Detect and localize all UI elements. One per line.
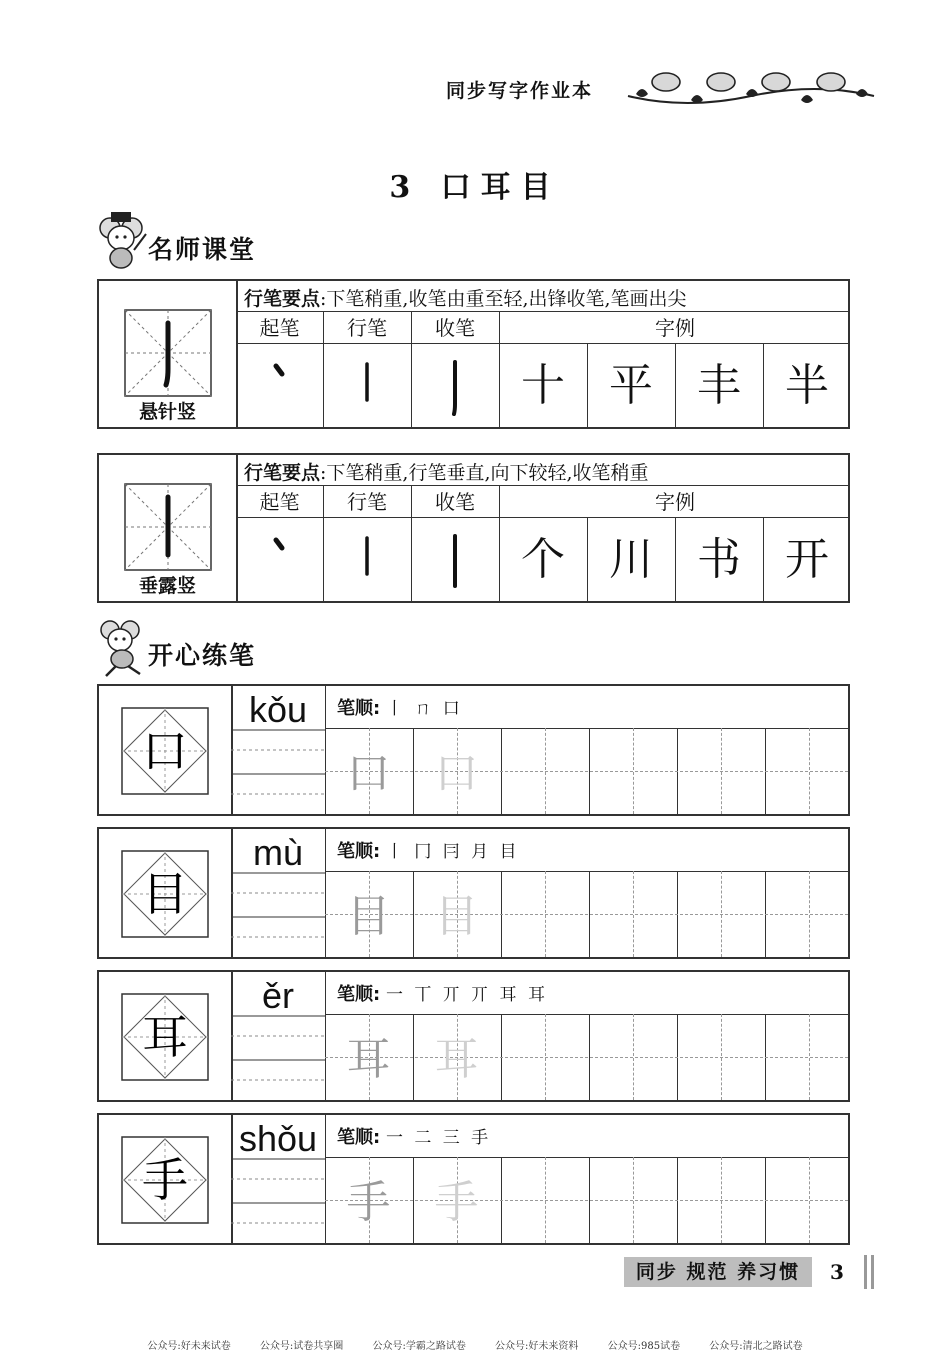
diamond-grid-icon	[121, 993, 209, 1081]
page-number: 3	[830, 1260, 844, 1284]
stroke-name: 悬针竖	[138, 401, 196, 423]
practice-box[interactable]	[501, 873, 587, 957]
pinyin: ěr	[261, 975, 294, 1016]
section-teacher-heading: 名师课堂	[148, 235, 257, 264]
practice-box[interactable]	[765, 730, 851, 814]
practice-box[interactable]	[589, 1016, 675, 1100]
col-start: 起笔	[259, 316, 300, 340]
practice-box[interactable]	[501, 1159, 587, 1243]
model-char: 耳	[142, 1010, 188, 1064]
practice-row	[97, 684, 850, 816]
model-char: 手	[142, 1153, 188, 1207]
practice-row	[97, 1113, 850, 1245]
lesson-title: 3 口耳目	[389, 170, 561, 205]
teacher-mouse-icon	[96, 208, 148, 270]
trace-char-dark[interactable]: 手	[346, 1177, 391, 1228]
model-char-cell	[99, 686, 233, 814]
diamond-grid-icon	[121, 1136, 209, 1224]
col-examples: 字例	[655, 316, 695, 340]
example-char: 半	[785, 360, 829, 411]
bottom-note: 公众号:985试卷	[607, 1341, 681, 1352]
stroke-table	[97, 279, 850, 429]
stroke-end-icon	[411, 518, 499, 602]
practice-box[interactable]	[589, 1159, 675, 1243]
footer-slogan: 同步 规范 养习惯	[624, 1257, 812, 1287]
example-char: 十	[521, 360, 565, 411]
practice-box[interactable]	[589, 873, 675, 957]
stroke-start-icon	[236, 518, 323, 602]
example-char: 平	[609, 360, 653, 411]
stroke-move-icon	[323, 518, 411, 602]
stroke-order: 笔顺: 丨 ㄇ 口	[337, 698, 463, 719]
practice-box[interactable]	[501, 730, 587, 814]
stroke-order: 笔顺: 丨 冂 冃 月 目	[337, 841, 520, 862]
col-examples: 字例	[655, 490, 695, 514]
stroke-end-icon	[411, 344, 499, 428]
stroke-table	[97, 453, 850, 603]
book-title: 同步写字作业本	[446, 80, 594, 102]
col-end: 收笔	[435, 490, 475, 514]
stroke-order: 笔顺: 一 二 三 手	[337, 1127, 492, 1148]
practice-box[interactable]	[677, 1016, 763, 1100]
section-practice-heading: 开心练笔	[148, 641, 257, 670]
practice-row	[97, 827, 850, 959]
practice-box[interactable]	[677, 730, 763, 814]
trace-char-light[interactable]: 手	[434, 1177, 479, 1228]
pinyin-lines-icon	[231, 726, 325, 816]
stroke-move-icon	[323, 344, 411, 428]
trace-char-light[interactable]: 口	[434, 748, 479, 799]
example-char: 书	[697, 534, 741, 585]
practice-box[interactable]	[677, 873, 763, 957]
model-char-cell	[99, 829, 233, 957]
stroke-order: 笔顺: 一 丅 丌 丌 耳 耳	[337, 984, 548, 1005]
model-char: 目	[142, 867, 188, 921]
pinyin-cell	[231, 829, 326, 957]
bottom-note: 公众号:试卷共享圈	[259, 1341, 344, 1352]
bottom-note: 公众号:学霸之路试卷	[372, 1341, 466, 1352]
running-mouse-icon	[96, 616, 148, 678]
practice-box[interactable]	[501, 1016, 587, 1100]
col-end: 收笔	[435, 316, 475, 340]
trace-char-light[interactable]: 耳	[434, 1034, 479, 1085]
trace-char-dark[interactable]: 耳	[346, 1034, 391, 1085]
page-edge-bars-icon	[863, 1255, 877, 1289]
col-move: 行笔	[347, 490, 387, 514]
tian-grid-icon	[124, 483, 212, 571]
trace-char-light[interactable]: 目	[434, 891, 479, 942]
bottom-note: 公众号:好未来资料	[495, 1341, 579, 1352]
stroke-model-cell	[99, 455, 238, 601]
practice-box[interactable]	[765, 1159, 851, 1243]
practice-box[interactable]	[765, 873, 851, 957]
pinyin-cell	[231, 1115, 326, 1243]
practice-row	[97, 970, 850, 1102]
trace-char-dark[interactable]: 口	[346, 748, 391, 799]
diamond-grid-icon	[121, 850, 209, 938]
model-char-cell	[99, 1115, 233, 1243]
example-char: 川	[609, 534, 653, 585]
stroke-model-cell	[99, 281, 238, 427]
stroke-essentials: 行笔要点:下笔稍重,收笔由重至轻,出锋收笔,笔画出尖	[244, 288, 687, 310]
bottom-notes	[0, 1337, 950, 1352]
col-move: 行笔	[347, 316, 387, 340]
trace-char-dark[interactable]: 目	[346, 891, 391, 942]
bottom-note: 公众号:好未来试卷	[147, 1341, 231, 1352]
bottom-note: 公众号:清北之路试卷	[709, 1341, 803, 1352]
pinyin: shǒu	[238, 1118, 318, 1159]
pinyin: kǒu	[248, 689, 308, 730]
pinyin-cell	[231, 972, 326, 1100]
vine-decoration-icon	[626, 66, 876, 112]
pinyin-lines-icon	[231, 869, 325, 959]
stroke-essentials: 行笔要点:下笔稍重,行笔垂直,向下较轻,收笔稍重	[244, 462, 649, 484]
practice-box[interactable]	[677, 1159, 763, 1243]
stroke-start-icon	[236, 344, 323, 428]
pinyin-cell	[231, 686, 326, 814]
model-char-cell	[99, 972, 233, 1100]
pinyin: mù	[252, 832, 303, 873]
model-char: 口	[142, 724, 188, 778]
practice-box[interactable]	[765, 1016, 851, 1100]
pinyin-lines-icon	[231, 1155, 325, 1245]
diamond-grid-icon	[121, 707, 209, 795]
pinyin-lines-icon	[231, 1012, 325, 1102]
example-char: 丰	[697, 360, 741, 411]
example-char: 开	[785, 534, 829, 585]
example-char: 个	[521, 534, 565, 585]
tian-grid-icon	[124, 309, 212, 397]
col-start: 起笔	[259, 490, 300, 514]
stroke-name: 垂露竖	[138, 575, 196, 597]
practice-box[interactable]	[589, 730, 675, 814]
